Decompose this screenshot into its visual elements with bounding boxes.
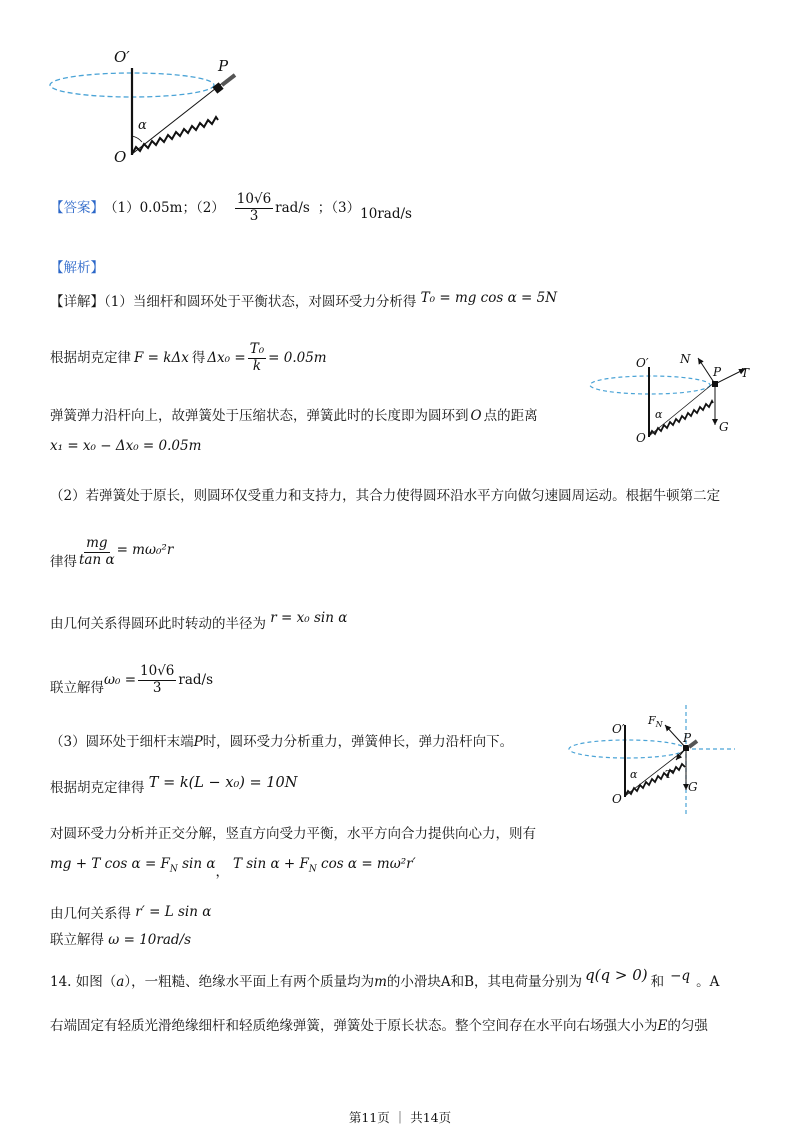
detail-l2-eq-b-right: = 0.05m: [268, 349, 327, 366]
detail-line-13: [50, 906, 211, 922]
detail-l14-eq: ω = 10rad/s: [108, 932, 191, 948]
detail-l7-text: 由几何关系得圆环此时转动的半径为: [50, 616, 266, 632]
detail-l8-den: 3: [152, 679, 162, 696]
answer-part1: （1）0.05m；（2）: [104, 199, 225, 216]
analysis-tag: 【解析】: [50, 260, 104, 276]
detail-l6-num: mg: [86, 535, 108, 551]
detail-l10-eq: T = k(L − x₀) = 10N: [148, 775, 298, 791]
detail-line-9: [50, 734, 513, 750]
figure-rod-ring-3: [565, 705, 770, 820]
q14-l1-e: 。A: [696, 974, 720, 990]
detail-l9-text: （3）圆环处于细杆末端: [50, 734, 194, 750]
detail-l6-fraction: [79, 536, 115, 568]
fig3-g-label: G: [688, 780, 698, 794]
detail-l8-num: 10√6: [140, 663, 175, 679]
fig3-fn-label: [648, 714, 663, 730]
detail-l8-unit: rad/s: [178, 671, 214, 688]
page-footer: 第11页 ｜ 共14页: [348, 1110, 452, 1125]
detail-l3-text: 弹簧弹力沿杆向上，故弹簧处于压缩状态，弹簧此时的长度即为圆环到: [50, 408, 469, 424]
detail-l12-b-sub: N: [308, 864, 317, 875]
detail-l3-o: O: [470, 408, 482, 424]
q14-l2-e: E: [657, 1018, 668, 1034]
fig3-fn-sub: N: [655, 720, 663, 730]
fig3-p-label: P: [683, 731, 692, 745]
detail-l6-den: tan α: [79, 551, 115, 568]
detail-tag: 【详解】: [50, 294, 104, 310]
detail-l14-text: 联立解得: [50, 932, 104, 948]
q14-l2-a: 右端固定有轻质光滑绝缘细杆和轻质绝缘弹簧，弹簧处于原长状态。整个空间存在水平向右场强大小为: [50, 1018, 658, 1034]
detail-l1-eq: T₀ = mg cos α = 5N: [420, 290, 558, 306]
detail-l7-eq: r = x₀ sin α: [270, 610, 348, 626]
q14-l1-a: 14. 如图（: [50, 974, 117, 990]
answer-value3: 10rad/s: [360, 205, 412, 222]
q14-l1-c: 的小滑块A和B，其电荷量分别为: [386, 974, 583, 990]
detail-l12-b-end: cos α = mω²r′: [316, 856, 416, 872]
detail-line-14: [50, 932, 191, 948]
answer-unit: rad/s: [275, 199, 310, 216]
detail-line-2: [50, 342, 327, 374]
fig3-t-label: T: [665, 768, 673, 781]
detail-line-8: [50, 664, 213, 696]
detail-l8-text: 联立解得: [50, 679, 104, 696]
detail-l9-p: P: [193, 734, 203, 750]
fig1-o-label: O: [114, 148, 127, 166]
q14-l1-b: ），一粗糙、绝缘水平面上有两个质量均为: [124, 974, 375, 990]
detail-line-11: 对圆环受力分析并正交分解，竖直方向受力平衡，水平方向合力提供向心力，则有: [50, 826, 536, 842]
detail-l2-eq-a: F = kΔx: [134, 349, 189, 366]
fig2-o-prime-label: O′: [636, 356, 649, 370]
fig3-o-prime-label: O′: [612, 722, 625, 736]
detail-l9-end: 时，圆环受力分析重力，弹簧伸长，弹力沿杆向下。: [202, 734, 514, 750]
q14-l1-m: m: [374, 974, 387, 990]
detail-line-1: [50, 290, 558, 310]
detail-line-6: [50, 535, 174, 570]
answer-frac-den: 3: [249, 207, 259, 224]
detail-l13-text: 由几何关系得: [50, 906, 131, 922]
fig2-p-label: P: [713, 365, 722, 379]
detail-l12-a-sub: N: [169, 864, 178, 875]
detail-line-10: [50, 775, 298, 797]
fig2-t-label: T: [741, 366, 750, 380]
answer-frac-num: 10√6: [236, 191, 272, 207]
detail-l13-eq: r′ = L sin α: [135, 904, 212, 920]
fig2-n-label: N: [680, 352, 691, 366]
fig3-fn-text: F: [648, 714, 656, 727]
q14-l2-b: 的匀强: [667, 1018, 708, 1034]
detail-l12-b: T sin α + F: [232, 856, 309, 872]
fig1-alpha-label: α: [138, 118, 147, 133]
detail-l8-fraction: [138, 664, 176, 696]
answer-tag: 【答案】: [50, 199, 104, 216]
answer-line: [50, 192, 412, 224]
fig3-o-label: O: [612, 792, 622, 806]
detail-l2-eq-b-left: Δx₀ =: [207, 349, 246, 366]
detail-l12-a: mg + T cos α = F: [50, 856, 170, 872]
detail-line-4: x₁ = x₀ − Δx₀ = 0.05m: [50, 438, 202, 454]
detail-l3-end: 点的距离: [483, 408, 538, 424]
answer-fraction: [235, 192, 273, 224]
detail-l6-prefix: 律得: [50, 553, 77, 570]
detail-l2-mid: 得: [191, 349, 206, 366]
fig2-g-label: G: [719, 420, 729, 434]
q14-l1-q: q(q > 0): [585, 966, 648, 984]
fig1-p-label: P: [218, 57, 229, 75]
figure-rod-ring-2: [585, 345, 770, 450]
detail-l12-a-end: sin α: [177, 856, 216, 872]
answer-part3: ；（3）: [317, 199, 361, 216]
detail-line-12: [50, 856, 416, 880]
q14-line-2: [50, 1018, 708, 1034]
q14-line-1: [50, 966, 720, 990]
detail-l6-rhs: = mω₀²r: [116, 541, 174, 558]
detail-line-3: [50, 408, 538, 424]
detail-l2-frac-num: T₀: [249, 341, 265, 357]
q14-l1-a-i: a: [116, 974, 125, 990]
fig1-o-prime-label: O′: [114, 48, 130, 66]
detail-l10-text: 根据胡克定律得: [50, 780, 145, 796]
detail-l2-text: 根据胡克定律: [50, 349, 131, 366]
q14-l1-nq: −q: [670, 968, 691, 984]
detail-line-5: （2）若弹簧处于原长，则圆环仅受重力和支持力，其合力使得圆环沿水平方向做匀速圆周运动。根据牛顿第二定: [50, 488, 721, 504]
detail-l12-sep: ，: [215, 864, 229, 880]
detail-l1-text: （1）当细杆和圆环处于平衡状态，对圆环受力分析得: [104, 294, 417, 310]
detail-l8-lhs: ω₀ =: [104, 671, 137, 688]
detail-l2-frac-den: k: [252, 357, 261, 374]
fig2-o-label: O: [636, 431, 646, 445]
q14-l1-d: 和: [650, 974, 665, 990]
detail-line-7: [50, 610, 348, 632]
fig2-alpha-label: α: [655, 408, 663, 421]
detail-l2-fraction: [248, 342, 266, 374]
fig3-alpha-label: α: [630, 768, 638, 781]
